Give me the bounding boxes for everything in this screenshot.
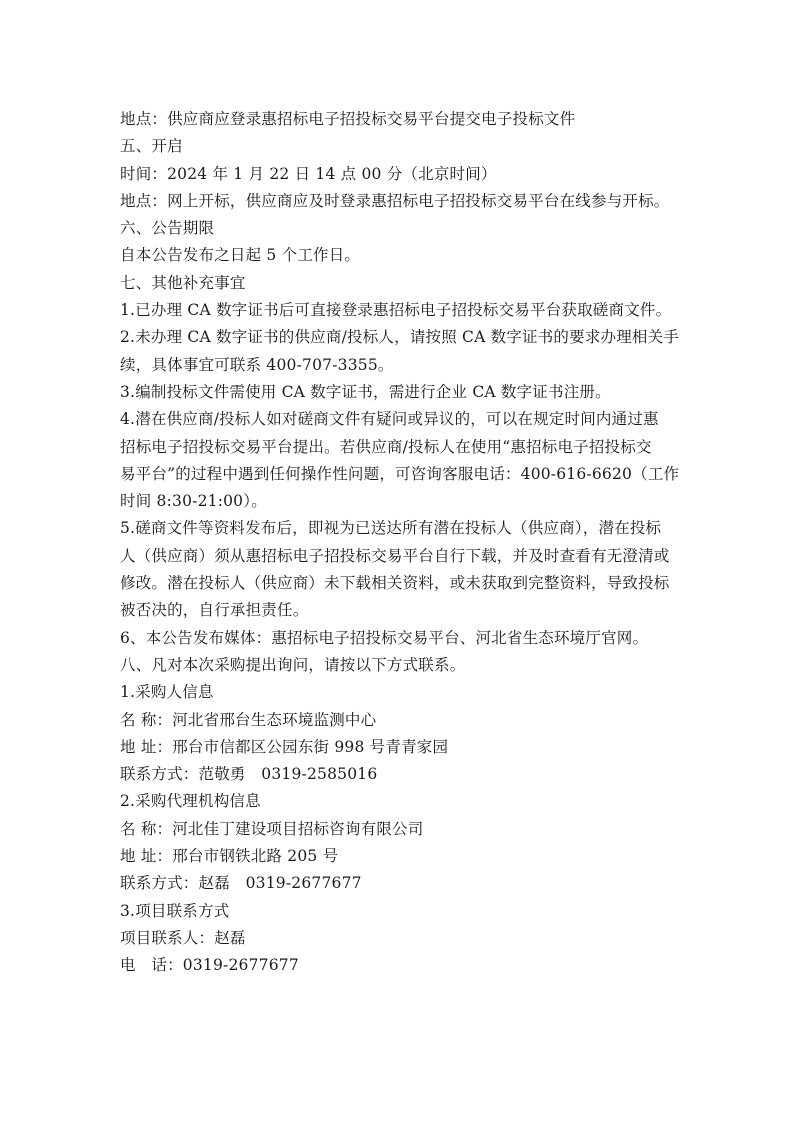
- text-line: 地点：网上开标，供应商应及时登录惠招标电子招投标交易平台在线参与开标。: [120, 191, 670, 210]
- text-line: 2.未办理 CA 数字证书的供应商/投标人，请按照 CA 数字证书的要求办理相关手: [120, 328, 680, 347]
- text-line: 人（供应商）须从惠招标电子招投标交易平台自行下载，并及时查看有无澄清或: [120, 546, 670, 565]
- text-line: 地 址：邢台市信都区公园东街 998 号青青家园: [120, 737, 449, 756]
- text-line: 时间：2024 年 1 月 22 日 14 点 00 分（北京时间）: [120, 164, 497, 183]
- subsection-heading: 3.项目联系方式: [120, 901, 230, 920]
- text-line: 电 话：0319-2677677: [120, 956, 299, 975]
- text-line: 联系方式：赵磊 0319-2677677: [120, 874, 362, 893]
- text-line: 被否决的，自行承担责任。: [120, 601, 309, 620]
- text-line: 5.磋商文件等资料发布后，即视为已送达所有潜在投标人（供应商），潜在投标: [120, 519, 662, 538]
- text-line: 3.编制投标文件需使用 CA 数字证书，需进行企业 CA 数字证书注册。: [120, 382, 611, 401]
- subsection-heading: 1.采购人信息: [120, 683, 214, 702]
- text-line: 时间 8:30-21:00）。: [120, 492, 267, 511]
- text-line: 易平台”的过程中遇到任何操作性问题，可咨询客服电话：400-616-6620（工作: [120, 464, 680, 483]
- text-line: 修改。潜在投标人（供应商）未下载相关资料，或未获取到完整资料，导致投标: [120, 574, 670, 593]
- text-line: 联系方式：范敬勇 0319-2585016: [120, 765, 378, 784]
- section-heading: 六、公告期限: [120, 219, 215, 238]
- text-line: 地点：供应商应登录惠招标电子招投标交易平台提交电子投标文件: [120, 110, 576, 128]
- subsection-heading: 2.采购代理机构信息: [120, 792, 261, 811]
- text-line: 4.潜在供应商/投标人如对磋商文件有疑问或异议的，可以在规定时间内通过惠: [120, 410, 659, 429]
- text-line: 招标电子招投标交易平台提出。若供应商/投标人在使用“惠招标电子招投标交: [120, 437, 652, 456]
- text-line: 项目联系人：赵磊: [120, 928, 246, 947]
- section-heading: 七、其他补充事宜: [120, 273, 246, 292]
- text-line: 地 址：邢台市钢铁北路 205 号: [120, 847, 339, 866]
- text-line: 1.已办理 CA 数字证书后可直接登录惠招标电子招投标交易平台获取磋商文件。: [120, 301, 672, 320]
- section-heading: 八、凡对本次采购提出询问，请按以下方式联系。: [120, 655, 466, 674]
- section-heading: 五、开启: [120, 137, 183, 156]
- text-line: 续，具体事宜可联系 400-707-3355。: [120, 355, 394, 374]
- text-line: 6、本公告发布媒体：惠招标电子招投标交易平台、河北省生态环境厅官网。: [120, 628, 649, 647]
- text-line: 名 称：河北佳丁建设项目招标咨询有限公司: [120, 819, 424, 838]
- text-line: 名 称：河北省邢台生态环境监测中心: [120, 710, 377, 729]
- text-line: 自本公告发布之日起 5 个工作日。: [120, 246, 361, 265]
